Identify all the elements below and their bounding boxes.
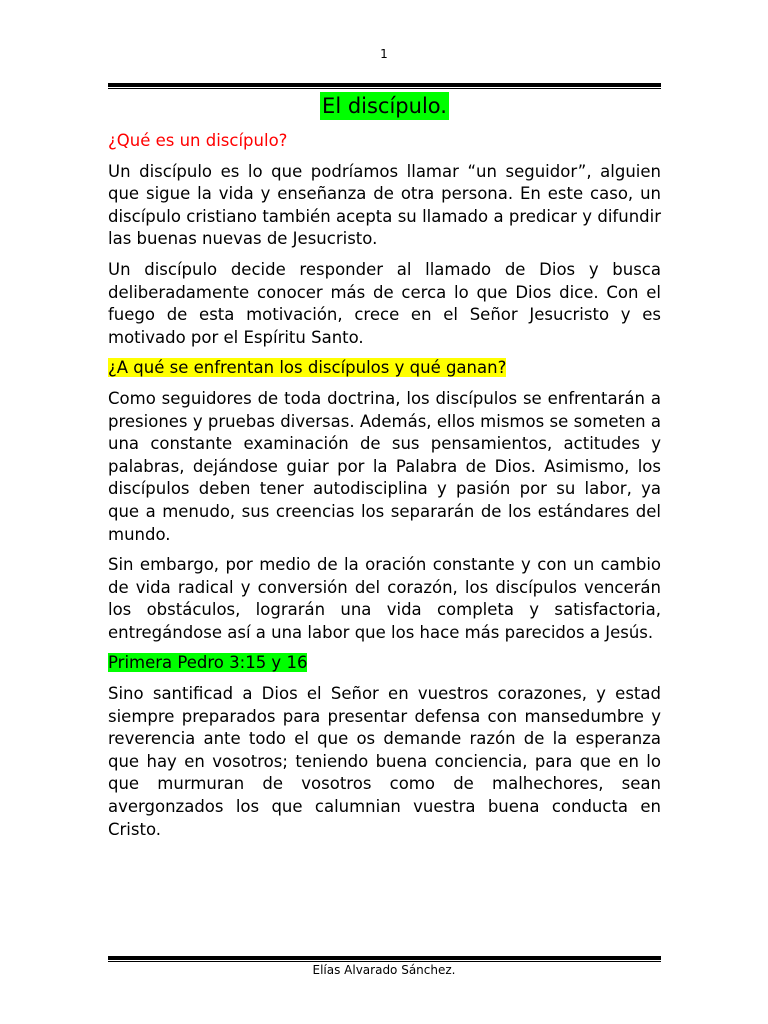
document-title: El discípulo. (322, 94, 447, 118)
footer-divider (108, 956, 661, 962)
section-heading-challenges: ¿A qué se enfrentan los discípulos y qué ganan? (108, 358, 507, 378)
section-heading-challenges-wrapper (108, 357, 661, 380)
title-block (108, 92, 661, 120)
header-divider (108, 83, 661, 89)
paragraph-definition: Un discípulo es lo que podríamos llamar “un seguidor”, alguien que sigue la vida y enseñanza de otra persona. En este caso, un discípulo cristiano también acepta su llamado a predicar y difundir las buenas nuevas de Jesucristo. (108, 161, 661, 249)
paragraph-pressures: Como seguidores de toda doctrina, los discípulos se enfrentarán a presiones y pruebas diversas. Además, ellos mismos se someten a una constante examinación de sus pensamientos, actitudes y palabras, dejándose guiar por la Palabra de Dios. Asimismo, los discípulos deben tener autodisciplina y pasión por su labor, ya que a menudo, sus creencias los separarán de los estándares del mundo. (108, 388, 661, 544)
section-heading-scripture: Primera Pedro 3:15 y 16 (108, 653, 308, 673)
footer-author: Elías Alvarado Sánchez. (312, 963, 456, 977)
paragraph-scripture-quote: Sino santificad a Dios el Señor en vuestros corazones, y estad siempre preparados para presentar defensa con mansedumbre y reverencia ante todo el que os demande razón de la esperanza que hay en vosotros; teniendo buena conciencia, para que en lo que murmuran de vosotros como de malhechores, sean avergonzados los que calumnian vuestra buena conducta en Cristo. (108, 684, 661, 839)
section-heading-what-is-disciple: ¿Qué es un discípulo? (108, 131, 288, 150)
paragraph-decision: Un discípulo decide responder al llamado de Dios y busca deliberadamente conocer más de cerca lo que Dios dice. Con el fuego de esta motivación, crece en el Señor Jesucristo y es motivado por el Espíritu Santo. (108, 259, 661, 347)
paragraph-overcome: Sin embargo, por medio de la oración constante y con un cambio de vida radical y conversión del corazón, los discípulos vencerán los obstáculos, lograrán una vida completa y satisfactoria, entregándose así a una labor que los hace más parecidos a Jesús. (108, 555, 661, 642)
page-number: 1 (380, 47, 388, 61)
section-heading-scripture-wrapper (108, 652, 661, 675)
document-body (108, 92, 661, 849)
